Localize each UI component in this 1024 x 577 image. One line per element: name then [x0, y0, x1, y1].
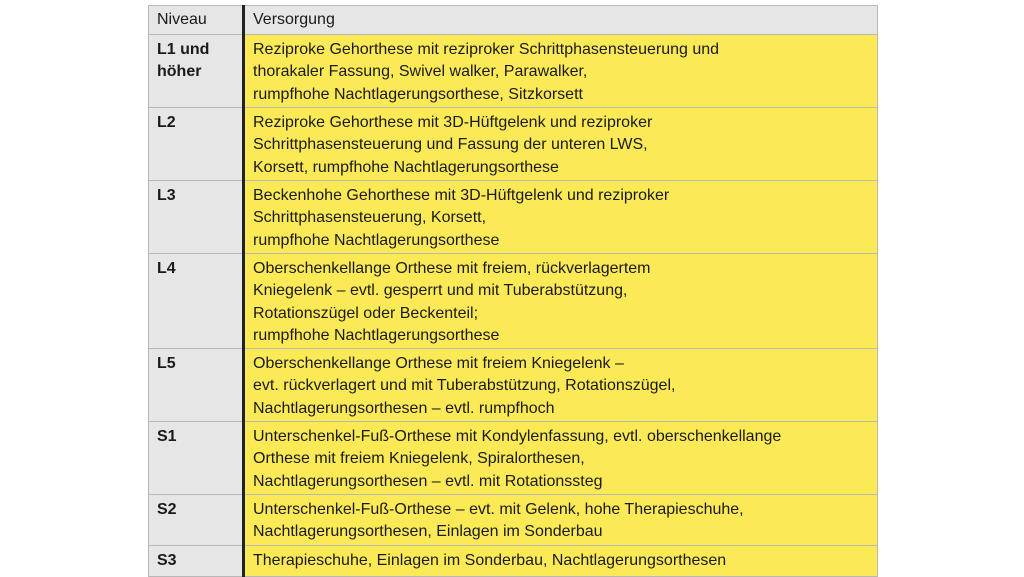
supply-text-line: Schrittphasensteuerung, Korsett, [253, 209, 487, 227]
supply-text-line: Beckenhohe Gehorthese mit 3D-Hüftgelenk und reziproker [253, 187, 670, 204]
supply-text-line: Oberschenkellange Orthese mit freiem Kniegelenk – [253, 355, 624, 372]
level-cell [149, 108, 244, 181]
table-row [149, 254, 878, 349]
supply-cell [244, 254, 878, 349]
orthosis-table-container [148, 5, 877, 577]
level-cell [149, 422, 244, 495]
level-cell [149, 35, 244, 108]
supply-text-line: Therapieschuhe, Einlagen im Sonderbau, Nachtlagerungsorthesen [253, 552, 727, 569]
supply-text-line: Oberschenkellange Orthese mit freiem, rückverlagertem [253, 260, 651, 277]
table-row [149, 546, 878, 577]
level-text: S1 [157, 428, 177, 445]
supply-text-line: Unterschenkel-Fuß-Orthese – evt. mit Gelenk, hohe Therapieschuhe, [253, 501, 744, 518]
level-text: S3 [157, 552, 177, 569]
supply-text-line: rumpfhohe Nachtlagerungsorthese, Sitzkorsett [253, 85, 583, 103]
supply-text-line: Nachtlagerungsorthesen – evtl. rumpfhoch [253, 399, 555, 417]
level-text: L4 [157, 260, 176, 277]
level-text: L2 [157, 114, 176, 131]
supply-text-line: Rotationszügel oder Beckenteil; [253, 304, 479, 322]
level-text: L3 [157, 187, 176, 204]
supply-cell [244, 35, 878, 108]
supply-text-line: Korsett, rumpfhohe Nachtlagerungsorthese [253, 158, 559, 176]
orthosis-supply-table [148, 5, 878, 577]
supply-text-line: Reziproke Gehorthese mit 3D-Hüftgelenk und reziproker [253, 114, 653, 131]
supply-text-line: Schrittphasensteuerung und Fassung der unteren LWS, [253, 136, 648, 154]
table-row [149, 422, 878, 495]
level-cell [149, 349, 244, 422]
supply-cell [244, 108, 878, 181]
level-text: S2 [157, 501, 177, 518]
table-row [149, 35, 878, 108]
supply-cell [244, 349, 878, 422]
supply-text-line: evt. rückverlagert und mit Tuberabstützung, Rotationszügel, [253, 377, 676, 395]
table-row [149, 349, 878, 422]
supply-text-line: rumpfhohe Nachtlagerungsorthese [253, 231, 500, 249]
supply-text-line: Kniegelenk – evtl. gesperrt und mit Tuberabstützung, [253, 282, 628, 300]
supply-text-line: Unterschenkel-Fuß-Orthese mit Kondylenfassung, evtl. oberschenkellange [253, 428, 782, 445]
table-row [149, 181, 878, 254]
supply-cell [244, 181, 878, 254]
level-cell [149, 254, 244, 349]
table-body [149, 35, 878, 577]
supply-cell [244, 546, 878, 577]
table-row [149, 495, 878, 546]
table-row [149, 108, 878, 181]
supply-text-line: Reziproke Gehorthese mit reziproker Schrittphasensteuerung und [253, 41, 720, 58]
level-text: L5 [157, 355, 176, 372]
supply-text-line: thorakaler Fassung, Swivel walker, Parawalker, [253, 63, 588, 81]
level-cell [149, 495, 244, 546]
supply-cell [244, 495, 878, 546]
level-text: L1 und [157, 41, 210, 58]
level-cell [149, 546, 244, 577]
supply-text-line: rumpfhohe Nachtlagerungsorthese [253, 327, 500, 345]
supply-cell [244, 422, 878, 495]
header-niveau: Niveau [149, 6, 244, 35]
level-cell [149, 181, 244, 254]
level-text: höher [157, 63, 202, 81]
header-versorgung: Versorgung [244, 6, 878, 35]
supply-text-line: Nachtlagerungsorthesen, Einlagen im Sonderbau [253, 523, 603, 541]
table-header-row [149, 6, 878, 35]
supply-text-line: Orthese mit freiem Kniegelenk, Spiralorthesen, [253, 450, 585, 468]
supply-text-line: Nachtlagerungsorthesen – evtl. mit Rotationssteg [253, 472, 603, 490]
